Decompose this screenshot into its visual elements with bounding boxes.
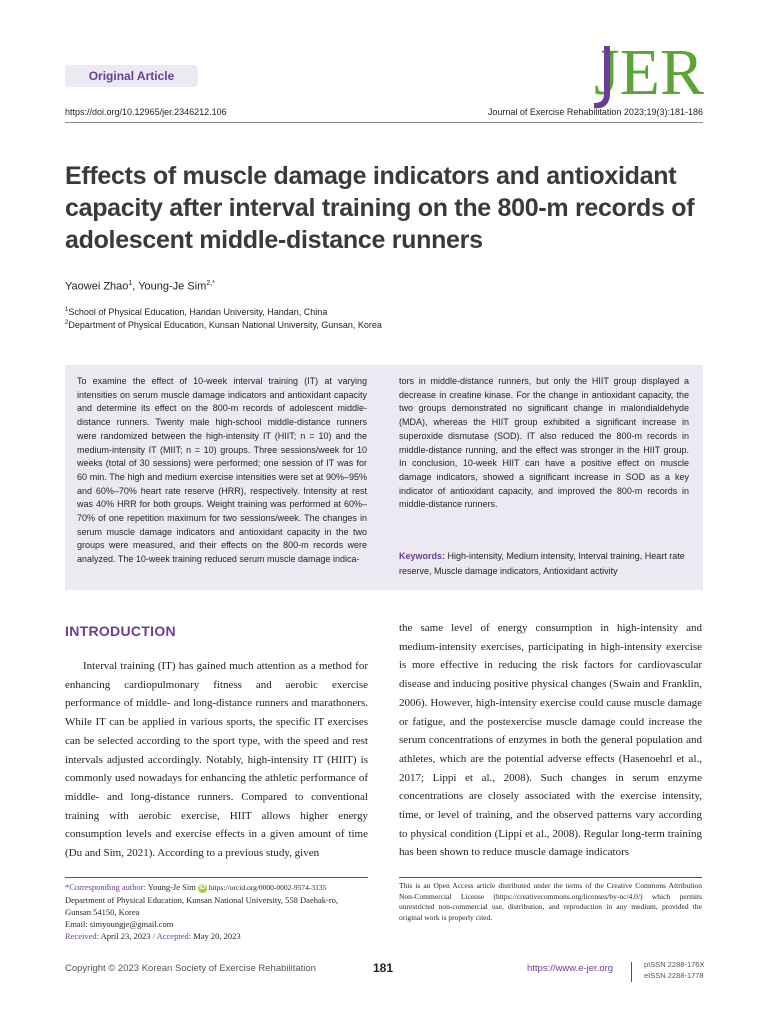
footnote-divider [65,877,368,878]
keywords [399,549,691,579]
logo-text: JER [594,36,705,108]
article-type-badge: Original Article [65,65,198,87]
header-divider [65,122,703,123]
footer-divider [631,962,632,982]
accepted-label: Accepted: [156,931,192,941]
journal-citation: Journal of Exercise Rehabilitation 2023;19(3):181-186 [487,107,703,117]
author-affil-ref: 1 [128,280,133,287]
corresponding-label: *Corresponding author: [65,882,146,892]
body-text-right: the same level of energy consumption in high-intensity and medium-intensity exercises, participating in high-intensity exercise is more effective in reducing the risk factors for cardiovascular disease and inducing positive physical changes (Swain and Franklin, 2006). However, high-intensity exercise could cause muscle damage or fatigue, and the postexercise muscle damage could increase the serum concentrations of enzymes in both the general population and athletes, which are the potential adverse effects (Hasenoehrl et al., 2017; Lippi et al., 2008). Such changes in serum enzyme concentrations are closely associated with the exercise intensity, time, or level of training, and the observed patterns vary according to physical condition (Lippi et al., 2008). Regular long-term training has been shown to reduce muscle damage indicators [399,622,702,859]
section-heading-introduction: INTRODUCTION [65,623,176,639]
author-affil-ref: 2,* [206,280,215,287]
body-text-left: Interval training (IT) has gained much attention as a method for enhancing cardiopulmonary fitness and aerobic exercise performance of middle- and long-distance runners and marathoners. While IT can be applied in various sports, the specific IT exercises can be selected according to the sport type, with the speed and rest intervals adjusted accordingly. Notably, high-intensity IT (HIIT) is commonly used nowadays for enhancing the athletic performance of middle- and long-distance runners. Compared to conventional training with aerobic exercise, HIIT allows higher energy consumption levels and exercise effects in a given amount of time (Du and Sim, 2021). According to a previous study, given [65,660,368,860]
author-list [65,280,215,293]
date-separator: / [152,931,157,941]
affiliation-number: 2 [65,320,69,326]
footnote-divider [399,877,702,878]
affiliation-number: 1 [65,307,69,313]
author-name: Young-Je Sim [138,280,207,293]
license-note: This is an Open Access article distributed under the terms of the Creative Commons Attribution Non-Commercial License (https://creativecommons.org/licenses/by-nc/4.0/) which permits unrestricted non-commercial use, distribution, and reproduction in any medium, provided the original work is properly cited. [399,881,702,922]
keywords-list: High-intensity, Medium intensity, Interval training, Heart rate reserve, Muscle damage indicators, Antioxidant activity [399,551,685,576]
affiliation-text: School of Physical Education, Handan University, Handan, China [68,307,328,317]
doi-link[interactable]: https://doi.org/10.12965/jer.2346212.106 [65,107,227,117]
footer-copyright: Copyright © 2023 Korean Society of Exercise Rehabilitation [65,963,316,974]
pissn: pISSN 2288-176X [644,960,705,969]
affiliation-text: Department of Physical Education, Kunsan National University, Gunsan, Korea [68,320,382,330]
orcid-icon: iD [199,884,206,891]
affiliation [65,320,382,330]
eissn: eISSN 2288-1778 [644,970,704,980]
corresponding-name: Young-Je Sim [145,882,196,892]
article-title: Effects of muscle damage indicators and antioxidant capacity after interval training on the 800-m records of adolescent middle-distance runners [65,162,695,254]
received-date: April 23, 2023 [98,931,153,941]
abstract-text-right: tors in middle-distance runners, but only the HIIT group displayed a decrease in creatine kinase. For the change in antioxidant capacity, the two groups demonstrated no significant change in malondialdehyde (MDA), whereas the HIIT group exhibited a significant increase in superoxide dismutase (SOD). IT also reduced the 800-m records in middle-distance running, and the effect was stronger in the HIIT group. In conclusion, 10-week HIIT can have a positive effect on muscle damage indicators, showed a significant increase in SOD as a key indicator of antioxidant capacity, and improved the 800-m records in middle-distance runners. [399,376,689,510]
author-separator: , [132,280,139,293]
abstract-text-left: To examine the effect of 10-week interval training (IT) at varying intensities on serum muscle damage indicators and antioxidant capacity and determine its effect on the 800-m records of adolescent middle-distance runners. Twenty male high-school middle-distance runners were randomized between the high-intensity IT (HIIT; n = 10) and the medium-intensity IT (MIIT; n = 10) groups. Three sessions/week for 10 weeks (total of 30 sessions) were performed; one session of IT was for 60 min. The high and medium exercise intensities were set at 90%–95% and 60%–70% heart rate reserve (HRR), respectively. Intensity at rest was 40% HRR for both groups. Weight training was performed at 60%–70% of one repetition maximum for two sessions/week. The changes in serum muscle damage indicators and antioxidant capacity in the two groups were measured, and their effects on the 800-m records were analyzed. The 10-week training reduced serum muscle damage indica- [77,376,367,565]
email-line: Email: simyoungje@gmail.com [65,919,174,929]
issn-block [644,960,704,981]
page-number: 181 [373,961,394,975]
journal-logo [586,28,706,108]
affiliation [65,307,327,317]
keywords-label: Keywords: [399,551,446,561]
address-line: Department of Physical Education, Kunsan National University, 558 Daehak-ro, [65,895,339,905]
received-label: Received: [65,931,99,941]
journal-website-link[interactable]: https://www.e-jer.org [527,963,614,974]
address-line: Gunsan 54150, Korea [65,907,140,917]
author-name: Yaowei Zhao [65,280,129,293]
corresponding-author-note [65,881,368,942]
orcid-link[interactable]: https://orcid.org/0000-0002-9574-3135 [208,883,327,892]
abstract-box [65,365,703,590]
accepted-date: May 20, 2023 [191,931,241,941]
